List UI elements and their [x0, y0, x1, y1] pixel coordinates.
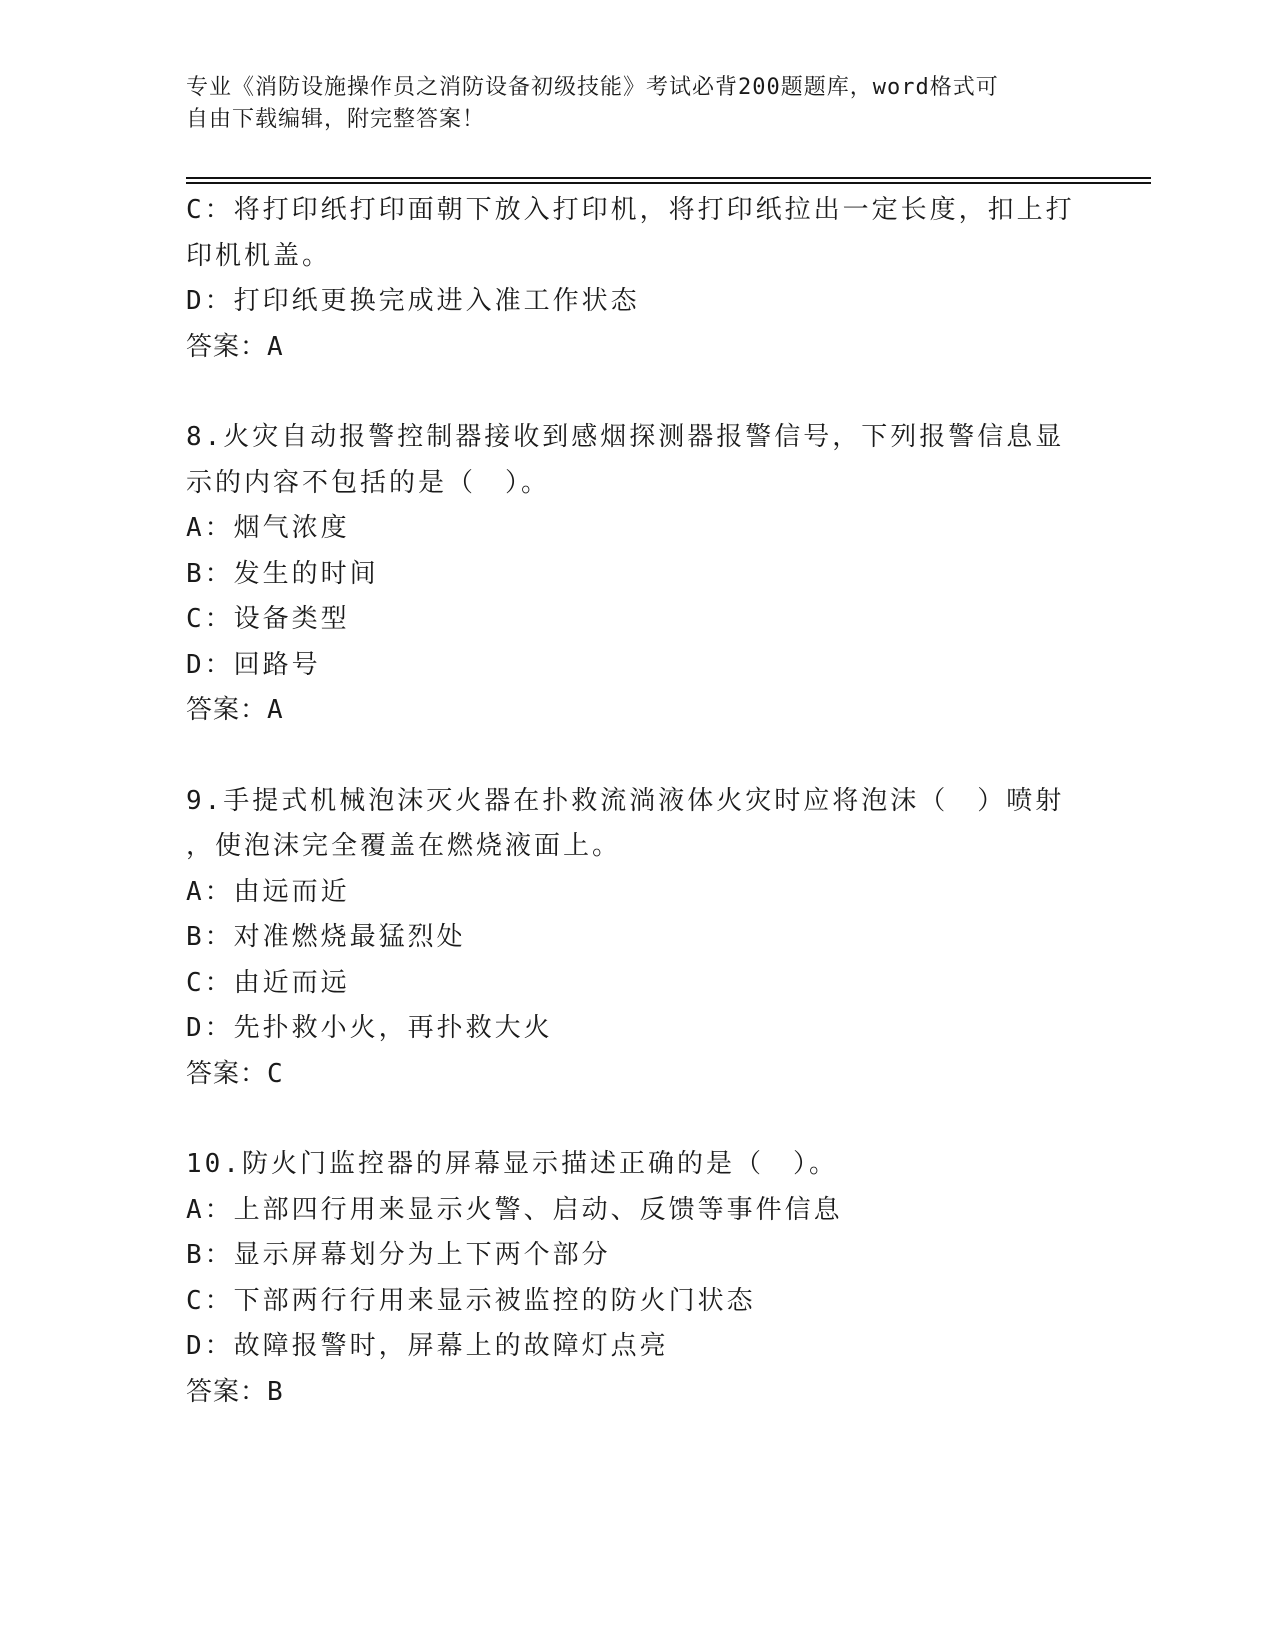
question-stem-continuation: ，使泡沫完全覆盖在燃烧液面上。 — [186, 831, 622, 861]
answer-value: A — [267, 695, 284, 725]
answer-label: 答案： — [186, 1058, 268, 1089]
spacer — [186, 734, 1186, 779]
option-a: A：由远而近 — [186, 876, 350, 907]
header-line-2: 自由下载编辑，附完整答案！ — [186, 107, 486, 132]
option-b: B：发生的时间 — [186, 558, 379, 589]
answer-label: 答案： — [186, 331, 268, 362]
option-b: B：对准燃烧最猛烈处 — [186, 922, 466, 952]
question-8 — [186, 415, 1186, 734]
header-divider-bottom — [186, 182, 1151, 184]
option-d: D：先扑救小火，再扑救大火 — [186, 1013, 553, 1043]
answer-value: B — [267, 1376, 284, 1407]
option-c-continuation: 印机机盖。 — [186, 240, 332, 271]
answer — [186, 325, 1186, 371]
option-d: D：故障报警时，屏幕上的故障灯点亮 — [186, 1331, 669, 1361]
question-prev-continuation — [186, 188, 1186, 370]
option-c: C：下部两行行用来显示被监控的防火门状态 — [186, 1285, 756, 1316]
option-b: B：显示屏幕划分为上下两个部分 — [186, 1240, 611, 1270]
question-10 — [186, 1142, 1186, 1415]
header-line-1: 专业《消防设施操作员之消防设备初级技能》考试必背200题题库，word格式可 — [186, 75, 999, 100]
spacer — [186, 1097, 1186, 1142]
header-divider-top — [186, 177, 1151, 179]
answer-label: 答案： — [186, 1376, 268, 1407]
answer — [186, 1370, 1186, 1416]
answer-value: A — [267, 331, 284, 362]
answer-label: 答案： — [186, 695, 268, 725]
question-stem: 9.手提式机械泡沫灭火器在扑救流淌液体火灾时应将泡沫（ ）喷射 — [186, 785, 1065, 816]
option-d: D：回路号 — [186, 649, 321, 680]
question-stem: 8.火灾自动报警控制器接收到感烟探测器报警信号，下列报警信息显 — [186, 422, 1065, 452]
document-header — [186, 72, 1086, 136]
question-stem: 10.防火门监控器的屏幕显示描述正确的是（ ）。 — [186, 1149, 838, 1179]
answer — [186, 688, 1186, 734]
question-list — [186, 188, 1186, 1415]
option-c: C：将打印纸打印面朝下放入打印机，将打印纸拉出一定长度，扣上打 — [186, 195, 1075, 225]
option-c: C：设备类型 — [186, 604, 350, 634]
answer-value: C — [267, 1058, 284, 1089]
option-d: D：打印纸更换完成进入准工作状态 — [186, 286, 640, 316]
answer — [186, 1052, 1186, 1098]
question-stem-continuation: 示的内容不包括的是（ ）。 — [186, 467, 551, 498]
question-9 — [186, 779, 1186, 1098]
spacer — [186, 370, 1186, 415]
option-c: C：由近而远 — [186, 967, 350, 998]
option-a: A：烟气浓度 — [186, 513, 350, 543]
option-a: A：上部四行用来显示火警、启动、反馈等事件信息 — [186, 1194, 843, 1225]
